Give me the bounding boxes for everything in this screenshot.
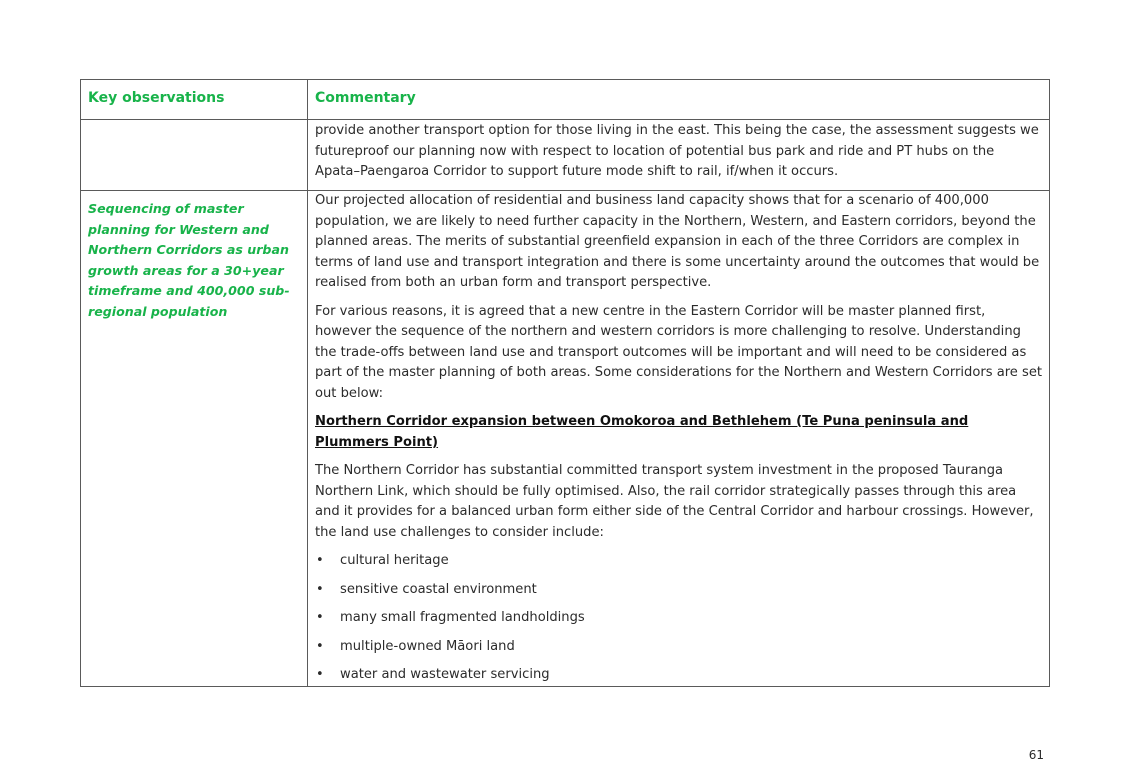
commentary-paragraph: The Northern Corridor has substantial committed transport system investment in the proposed Tauranga Northern Link, which should be fully optimised. Also, the rail corridor strategically passes through this area and it provides for a balanced urban form either side of the Central Corridor and harbour crossings. However, the land use challenges to consider include:: [315, 463, 1034, 540]
list-item-text: cultural heritage: [340, 553, 449, 568]
observation-cell-empty: [81, 120, 308, 191]
table-header-row: [81, 80, 1050, 120]
list-item-text: sensitive coastal environment: [340, 581, 537, 597]
header-cell-key-observations: [81, 80, 308, 120]
observation-text: Sequencing of master planning for Western and Northern Corridors as urban growth areas for a 30+year timeframe and 400,000 sub-regional population: [88, 201, 290, 319]
page-number: 61: [1028, 748, 1044, 762]
bullet-icon: •: [316, 667, 324, 682]
bullet-icon: •: [316, 581, 324, 597]
bullet-icon: •: [316, 553, 324, 568]
observation-cell: [81, 191, 308, 687]
list-item: [315, 608, 1043, 629]
header-label-key-observations: Key observations: [88, 90, 225, 106]
commentary-cell: [308, 120, 1050, 191]
header-cell-commentary: [308, 80, 1050, 120]
list-item: [315, 580, 1043, 601]
list-item-text: multiple-owned Māori land: [340, 638, 515, 654]
table-row: [81, 120, 1050, 191]
commentary-paragraph: For various reasons, it is agreed that a new centre in the Eastern Corridor will be master planned first, however the sequence of the northern and western corridors is more challenging to resolve. Understanding the trade-offs between land use and transport outcomes will be important and will need to be considered as part of the master planning of both areas. Some considerations for the Northern and Western Corridors are set out below:: [315, 303, 1043, 401]
observations-table: [80, 79, 1050, 687]
bullet-icon: •: [316, 638, 324, 654]
commentary-cell: [308, 191, 1050, 687]
list-item-text: many small fragmented landholdings: [340, 610, 585, 625]
list-item-text: water and wastewater servicing: [340, 667, 550, 682]
list-item: [315, 665, 1043, 686]
table-row: [81, 191, 1050, 687]
commentary-continuation-text: provide another transport option for those living in the east. This being the case, the assessment suggests we futureproof our planning now with respect to location of potential bus park and ride and PT hubs on the Apata–Paengaroa Corridor to support future mode shift to rail, if/when it occurs.: [315, 123, 1039, 179]
commentary-paragraph: Our projected allocation of residential and business land capacity shows that for a scenario of 400,000 population, we are likely to need further capacity in the Northern, Western, and Eastern corridors, beyond the planned areas. The merits of substantial greenfield expansion in each of the three Corridors are complex in terms of land use and transport integration and there is some uncertainty around the outcomes that would be realised from both an urban form and transport perspective.: [315, 193, 1040, 290]
list-item: [315, 637, 1043, 658]
list-item: [315, 551, 1043, 572]
header-label-commentary: Commentary: [315, 90, 416, 106]
section-subheading: Northern Corridor expansion between Omokoroa and Bethlehem (Te Puna peninsula and Plummers Point): [315, 414, 969, 450]
challenges-list: [308, 551, 1049, 686]
bullet-icon: •: [316, 610, 324, 625]
